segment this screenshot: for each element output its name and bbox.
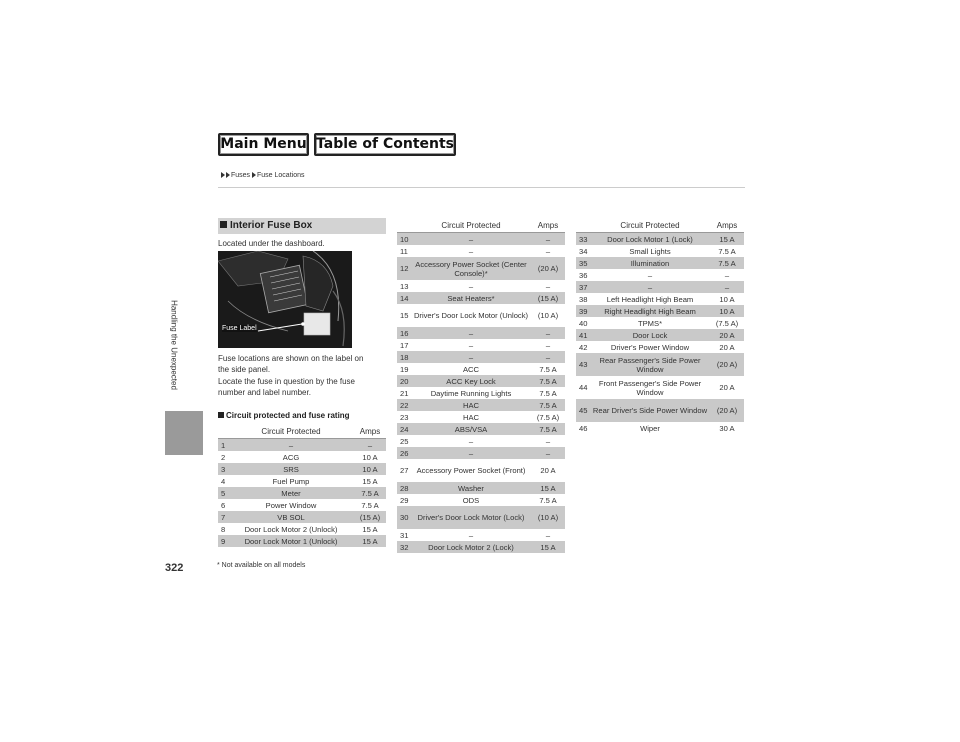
circuit-name: – (468, 281, 474, 291)
table-row (397, 375, 565, 387)
table-row (576, 329, 744, 341)
fuse-number: 25 (400, 436, 409, 446)
circuit-name: Driver's Door Lock Motor (Lock) (411, 506, 531, 529)
fuse-number: 37 (576, 281, 590, 293)
table-row (576, 257, 744, 269)
circuit-name: Illumination (590, 257, 710, 269)
table-row (218, 463, 386, 475)
circuit-name: – (468, 246, 474, 256)
fuse-number: 28 (397, 482, 411, 494)
fuse-number: 8 (221, 524, 226, 534)
circuit-name: ABS/VSA (411, 423, 531, 435)
fuse-number: 14 (397, 292, 411, 304)
fuse-rating-heading: Circuit protected and fuse rating (218, 411, 350, 420)
circuit-name: – (411, 351, 531, 363)
table-row (576, 341, 744, 353)
amp-rating: (10 A) (537, 311, 559, 320)
column-header-circuit: Circuit Protected (590, 219, 710, 233)
circuit-name: VB SOL (228, 511, 354, 523)
amp-rating: – (545, 340, 551, 350)
fuse-number: 13 (400, 281, 409, 291)
amp-rating: 15 A (362, 476, 378, 486)
circuit-name: Door Lock Motor 2 (Lock) (411, 541, 531, 553)
amp-rating: (15 A) (354, 511, 386, 523)
fuse-number: 32 (397, 541, 411, 553)
table-row (218, 523, 386, 535)
description-line-4: number and label number. (218, 388, 311, 397)
circuit-name: – (468, 530, 474, 540)
circuit-name: Left Headlight High Beam (606, 294, 694, 304)
circuit-name: SRS (228, 463, 354, 475)
circuit-name: Accessory Power Socket (Front) (416, 466, 526, 475)
column-header-amps: Amps (354, 425, 386, 439)
chapter-label: Handling the Unexpected (169, 300, 179, 390)
circuit-name: Rear Passenger's Side Power Window (590, 353, 710, 376)
table-row (397, 233, 565, 246)
header-divider (218, 187, 745, 188)
table-row (218, 535, 386, 547)
fuse-number: 21 (400, 388, 409, 398)
amp-rating: 7.5 A (539, 495, 557, 505)
breadcrumb-arrow-icon (221, 172, 225, 178)
circuit-name: – (411, 447, 531, 459)
fuse-number: 34 (579, 246, 588, 256)
circuit-name: ACC (462, 364, 480, 374)
table-row (397, 351, 565, 363)
circuit-name: – (590, 281, 710, 293)
description-line-3: Locate the fuse in question by the fuse (218, 377, 355, 386)
amp-rating: 10 A (362, 452, 378, 462)
page-number: 322 (165, 562, 184, 574)
amp-rating: 15 A (362, 524, 378, 534)
table-row (218, 475, 386, 487)
table-row (576, 376, 744, 399)
fuse-number: 11 (400, 246, 408, 256)
amp-rating: 20 A (540, 466, 556, 475)
circuit-name: Door Lock Motor 1 (Unlock) (228, 535, 354, 547)
fuse-number: 33 (576, 233, 590, 246)
amp-rating: 7.5 A (718, 246, 736, 256)
fuse-number: 15 (400, 311, 409, 320)
table-row (218, 511, 386, 523)
table-row (218, 487, 386, 499)
section-heading (218, 218, 386, 234)
fuse-number: 45 (576, 399, 590, 422)
breadcrumb-arrow-icon (252, 172, 256, 178)
location-text: Located under the dashboard. (218, 239, 325, 248)
fuse-number: 17 (400, 340, 409, 350)
description-line-2: the side panel. (218, 365, 271, 374)
table-row (576, 281, 744, 293)
fuse-number: 43 (576, 353, 590, 376)
fuse-number: 36 (579, 270, 588, 280)
circuit-name: Power Window (265, 500, 317, 510)
fuse-number: 12 (397, 257, 411, 280)
amp-rating: 7.5 A (531, 399, 565, 411)
circuit-name: HAC (411, 399, 531, 411)
table-row (397, 494, 565, 506)
circuit-name: – (228, 439, 354, 452)
fuse-number: 44 (579, 383, 588, 392)
table-row (397, 411, 565, 423)
table-row (397, 245, 565, 257)
circuit-name: Accessory Power Socket (Center Console)* (411, 257, 531, 280)
amp-rating: – (531, 233, 565, 246)
amp-rating: 7.5 A (361, 500, 379, 510)
table-row (397, 339, 565, 351)
fuse-number: 26 (397, 447, 411, 459)
fuse-number: 10 (397, 233, 411, 246)
breadcrumb (221, 172, 305, 179)
circuit-name: Daytime Running Lights (430, 388, 512, 398)
amp-rating: – (531, 351, 565, 363)
amp-rating: 10 A (354, 463, 386, 475)
fuse-box-photo (218, 251, 352, 348)
fuse-number: 1 (218, 439, 228, 452)
amp-rating: 7.5 A (539, 388, 557, 398)
section-heading-text: Interior Fuse Box (230, 220, 313, 231)
amp-rating: – (545, 530, 551, 540)
amp-rating: 15 A (531, 482, 565, 494)
column-header-amps: Amps (531, 219, 565, 233)
fuse-number: 6 (221, 500, 226, 510)
circuit-name: – (468, 436, 474, 446)
table-row (397, 327, 565, 339)
amp-rating: (20 A) (531, 257, 565, 280)
amp-rating: 7.5 A (710, 257, 744, 269)
table-row (218, 439, 386, 452)
fuse-number: 29 (400, 495, 409, 505)
table-row (576, 233, 744, 246)
fuse-number: 22 (397, 399, 411, 411)
fuse-number: 24 (397, 423, 411, 435)
amp-rating: 7.5 A (531, 423, 565, 435)
fuse-number: 20 (397, 375, 411, 387)
amp-rating: – (545, 281, 551, 291)
circuit-name: Door Lock Motor 2 (Unlock) (244, 524, 338, 534)
fuse-number: 30 (397, 506, 411, 529)
amp-rating: – (545, 246, 551, 256)
table-row (576, 269, 744, 281)
circuit-name: – (411, 327, 531, 339)
column-header-circuit: Circuit Protected (411, 219, 531, 233)
fuse-number: 5 (218, 487, 228, 499)
circuit-name: – (468, 340, 474, 350)
circuit-name: ACC Key Lock (411, 375, 531, 387)
table-of-contents-button[interactable]: Table of Contents (314, 133, 456, 156)
amp-rating: 7.5 A (531, 375, 565, 387)
breadcrumb-fuse-locations-link[interactable]: Fuse Locations (257, 172, 305, 179)
table-row (576, 245, 744, 257)
square-bullet-icon (218, 412, 224, 418)
amp-rating: (7.5 A) (536, 412, 560, 422)
amp-rating: – (531, 327, 565, 339)
amp-rating: 20 A (719, 342, 735, 352)
table-row (397, 506, 565, 529)
table-row (397, 423, 565, 435)
amp-rating: – (531, 447, 565, 459)
amp-rating: (20 A) (710, 399, 744, 422)
amp-rating: 15 A (710, 233, 744, 246)
fuse-number: 39 (576, 305, 590, 317)
fuse-number: 31 (400, 530, 409, 540)
column-header-amps: Amps (710, 219, 744, 233)
circuit-name: ACG (282, 452, 300, 462)
fuse-number: 23 (400, 412, 409, 422)
photo-callout-label: Fuse Label (222, 325, 257, 332)
fuse-number: 27 (400, 466, 409, 475)
amp-rating: 7.5 A (354, 487, 386, 499)
table-row (576, 305, 744, 317)
amp-rating: 7.5 A (539, 364, 557, 374)
table-row (576, 353, 744, 376)
table-row (218, 451, 386, 463)
amp-rating: – (724, 270, 730, 280)
fuse-table-1 (218, 425, 386, 547)
fuse-table-2 (397, 219, 565, 553)
table-row (397, 447, 565, 459)
table-row (397, 304, 565, 327)
fuse-number: 2 (221, 452, 226, 462)
fuse-number: 42 (579, 342, 588, 352)
table-row (397, 459, 565, 482)
circuit-name: Washer (411, 482, 531, 494)
table-row (397, 541, 565, 553)
fuse-number: 40 (579, 318, 588, 328)
fuse-number: 7 (218, 511, 228, 523)
amp-rating: 20 A (719, 383, 735, 392)
circuit-name: Wiper (640, 423, 660, 433)
breadcrumb-arrow-icon (226, 172, 230, 178)
amp-rating: – (354, 439, 386, 452)
circuit-name: Door Lock (590, 329, 710, 341)
fuse-table-3 (576, 219, 744, 434)
circuit-name: Seat Heaters* (411, 292, 531, 304)
circuit-name: ODS (462, 495, 480, 505)
table-row (397, 292, 565, 304)
amp-rating: – (710, 281, 744, 293)
breadcrumb-fuses-link[interactable]: Fuses (231, 172, 251, 179)
table-row (397, 387, 565, 399)
square-bullet-icon (220, 221, 227, 228)
table-row (397, 363, 565, 375)
circuit-name: TPMS* (637, 318, 663, 328)
table-row (397, 399, 565, 411)
circuit-name: – (411, 233, 531, 246)
circuit-name: Meter (228, 487, 354, 499)
fuse-number: 4 (221, 476, 226, 486)
amp-rating: 15 A (531, 541, 565, 553)
column-header-circuit: Circuit Protected (228, 425, 354, 439)
circuit-name: Right Headlight High Beam (590, 305, 710, 317)
amp-rating: 20 A (710, 329, 744, 341)
fuse-number: 41 (576, 329, 590, 341)
table-row (397, 529, 565, 541)
table-row (397, 280, 565, 292)
table-row (576, 293, 744, 305)
table-row (397, 482, 565, 494)
main-menu-button[interactable]: Main Menu (218, 133, 309, 156)
amp-rating: 30 A (719, 423, 735, 433)
amp-rating: – (545, 436, 551, 446)
description-line-1: Fuse locations are shown on the label on (218, 354, 364, 363)
circuit-name: Fuel Pump (272, 476, 310, 486)
amp-rating: 15 A (354, 535, 386, 547)
chapter-tab (165, 411, 203, 455)
fuse-number: 3 (218, 463, 228, 475)
circuit-name: Small Lights (629, 246, 671, 256)
table-row (218, 499, 386, 511)
amp-rating: (15 A) (531, 292, 565, 304)
amp-rating: 10 A (719, 294, 735, 304)
circuit-name: Front Passenger's Side Power Window (598, 378, 702, 397)
table-row (576, 399, 744, 422)
circuit-name: HAC (462, 412, 480, 422)
circuit-name: Driver's Door Lock Motor (Unlock) (413, 311, 529, 320)
circuit-name: Rear Driver's Side Power Window (590, 399, 710, 422)
fuse-number: 38 (579, 294, 588, 304)
table-row (576, 317, 744, 329)
table-row (576, 422, 744, 434)
table-row (397, 435, 565, 447)
fuse-number: 18 (397, 351, 411, 363)
amp-rating: (7.5 A) (715, 318, 739, 328)
circuit-name: Driver's Power Window (610, 342, 690, 352)
fuse-number: 46 (579, 423, 588, 433)
amp-rating: (10 A) (531, 506, 565, 529)
fuse-number: 16 (397, 327, 411, 339)
amp-rating: (20 A) (710, 353, 744, 376)
fuse-number: 9 (218, 535, 228, 547)
amp-rating: 10 A (710, 305, 744, 317)
table-row (397, 257, 565, 280)
fuse-number: 35 (576, 257, 590, 269)
fuse-number: 19 (400, 364, 409, 374)
circuit-name: – (647, 270, 653, 280)
fuse-box-illustration (218, 251, 352, 348)
circuit-name: Door Lock Motor 1 (Lock) (590, 233, 710, 246)
footnote: * Not available on all models (217, 562, 306, 569)
